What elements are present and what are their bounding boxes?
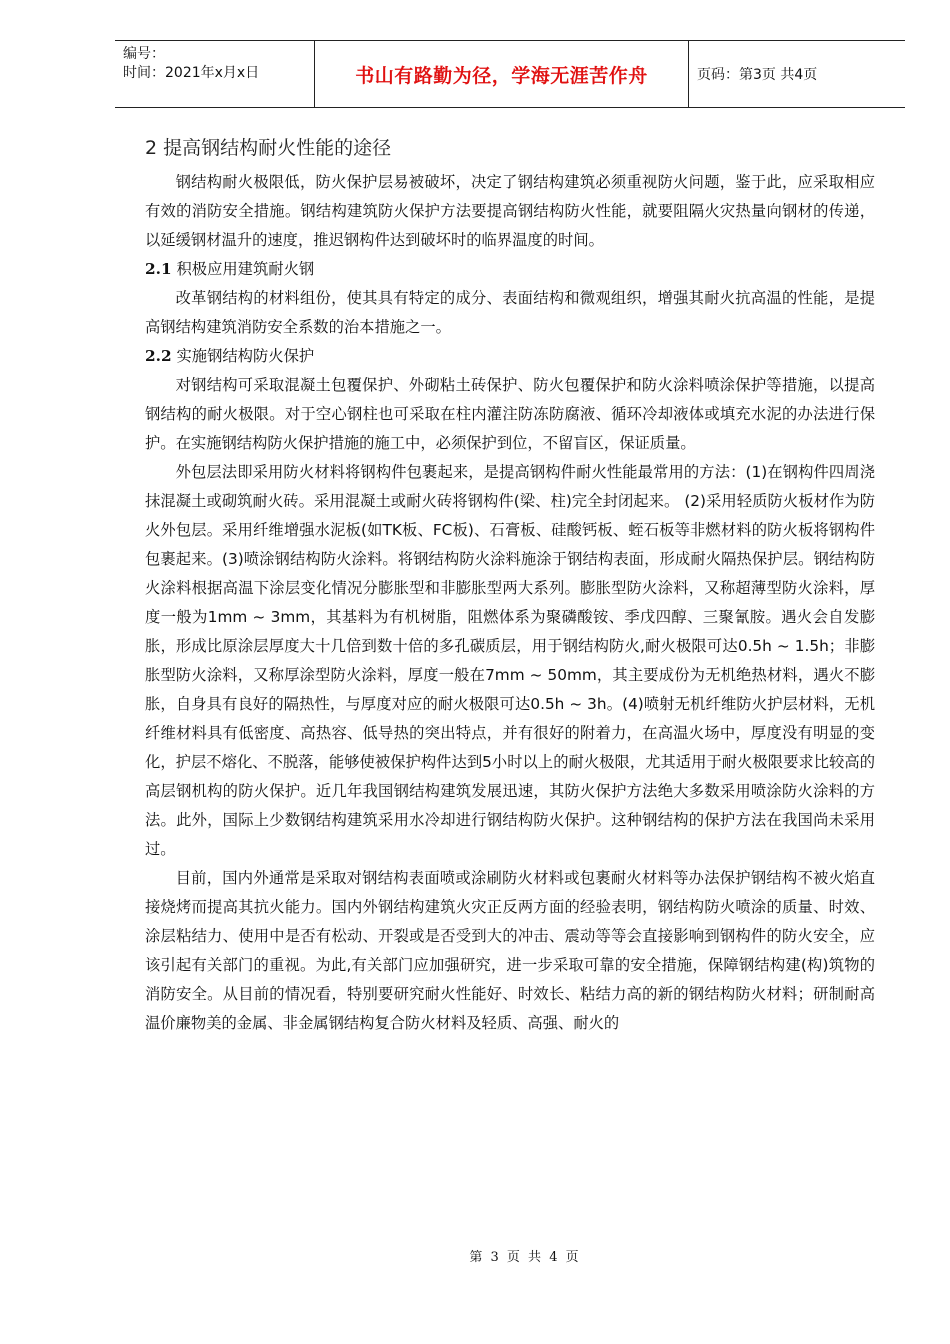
subsection-heading-2-1 — [145, 255, 875, 284]
header-meta — [115, 41, 315, 107]
page-header — [115, 40, 905, 108]
section-intro-paragraph: 钢结构耐火极限低，防火保护层易被破坏，决定了钢结构建筑必须重视防火问题，鉴于此，应采取相应有效的消防安全措施。钢结构建筑防火保护方法要提高钢结构防火性能，就要阻隔火灾热量向钢材的传递，以延缓钢材温升的速度，推迟钢构件达到破坏时的临界温度的时间。 — [145, 173, 875, 249]
paragraph: 对钢结构可采取混凝土包覆保护、外砌粘土砖保护、防火包覆保护和防火涂料喷涂保护等措施，以提高钢结构的耐火极限。对于空心钢柱也可采取在柱内灌注防冻防腐液、循环冷却液体或填充水泥的办法进行保护。在实施钢结构防火保护措施的施工中，必须保护到位，不留盲区，保证质量。 — [145, 376, 875, 452]
document-time-label: 时间：2021年x月x日 — [123, 65, 260, 81]
document-body — [145, 130, 875, 1038]
header-page-info: 页码：第3页 共4页 — [697, 67, 818, 83]
document-number-label: 编号： — [123, 46, 165, 62]
paragraph: 外包层法即采用防火材料将钢构件包裹起来，是提高钢构件耐火性能最常用的方法：(1)在钢构件四周浇抹混凝土或砌筑耐火砖。采用混凝土或耐火砖将钢构件(梁、柱)完全封闭起来。 (2)采用轻质防火板材作为防火外包层。采用纤维增强水泥板(如TK板、FC板)、石膏板、硅酸钙板、蛭石板等非燃材料的防火板将钢构件包裹起来。(3)喷涂钢结构防火涂料。将钢结构防火涂料施涂于钢结构表面，形成耐火隔热保护层。钢结构防火涂料根据高温下涂层变化情况分膨胀型和非膨胀型两大系列。膨胀型防火涂料，又称超薄型防火涂料，厚度一般为1mm ~ 3mm，其基料为有机树脂，阻燃体系为聚磷酸铵、季戊四醇、三聚氰胺。遇火会自发膨胀，形成比原涂层厚度大十几倍到数十倍的多孔碳质层，用于钢结构防火,耐火极限可达0.5h ~ 1.5h；非膨胀型防火涂料，又称厚涂型防火涂料，厚度一般在7mm ~ 50mm，其主要成份为无机绝热材料，遇火不膨胀，自身具有良好的隔热性，与厚度对应的耐火极限可达0.5h ~ 3h。(4)喷射无机纤维防火护层材料，无机纤维材料具有低密度、高热容、低导热的突出特点，并有很好的附着力，在高温火场中，厚度没有明显的变化，护层不熔化、不脱落，能够使被保护构件达到5小时以上的耐火极限，尤其适用于耐火极限要求比较高的高层钢机构的防火保护。近几年我国钢结构建筑发展迅速，其防火保护方法绝大多数采用喷涂防火涂料的方法。此外，国际上少数钢结构建筑采用水冷却进行钢结构防火保护。这种钢结构的保护方法在我国尚未采用过。 — [145, 463, 875, 858]
section-title: 2 提高钢结构耐火性能的途径 — [145, 137, 392, 159]
subsection-title: 积极应用建筑耐火钢 — [171, 260, 315, 278]
header-motto: 书山有路勤为径，学海无涯苦作舟 — [315, 41, 689, 107]
paragraph: 目前，国内外通常是采取对钢结构表面喷或涂刷防火材料或包裹耐火材料等办法保护钢结构不被火焰直接烧烤而提高其抗火能力。国内外钢结构建筑火灾正反两方面的经验表明，钢结构防火喷涂的质量、时效、涂层粘结力、使用中是否有松动、开裂或是否受到大的冲击、震动等等会直接影响到钢构件的防火安全，应该引起有关部门的重视。为此,有关部门应加强研究，进一步采取可靠的安全措施，保障钢结构建(构)筑物的消防安全。从目前的情况看，特别要研究耐火性能好、时效长、粘结力高的新的钢结构防火材料；研制耐高温价廉物美的金属、非金属钢结构复合防火材料及轻质、高强、耐火的 — [145, 869, 875, 1032]
subsection-title: 实施钢结构防火保护 — [171, 347, 315, 365]
subsection-heading-2-2 — [145, 342, 875, 371]
page-footer: 第 3 页 共 4 页 — [469, 1250, 581, 1265]
paragraph: 改革钢结构的材料组份，使其具有特定的成分、表面结构和微观组织，增强其耐火抗高温的性能，是提高钢结构建筑消防安全系数的治本措施之一。 — [145, 289, 875, 336]
subsection-number: 2.1 — [145, 260, 172, 278]
subsection-number: 2.2 — [145, 347, 172, 365]
